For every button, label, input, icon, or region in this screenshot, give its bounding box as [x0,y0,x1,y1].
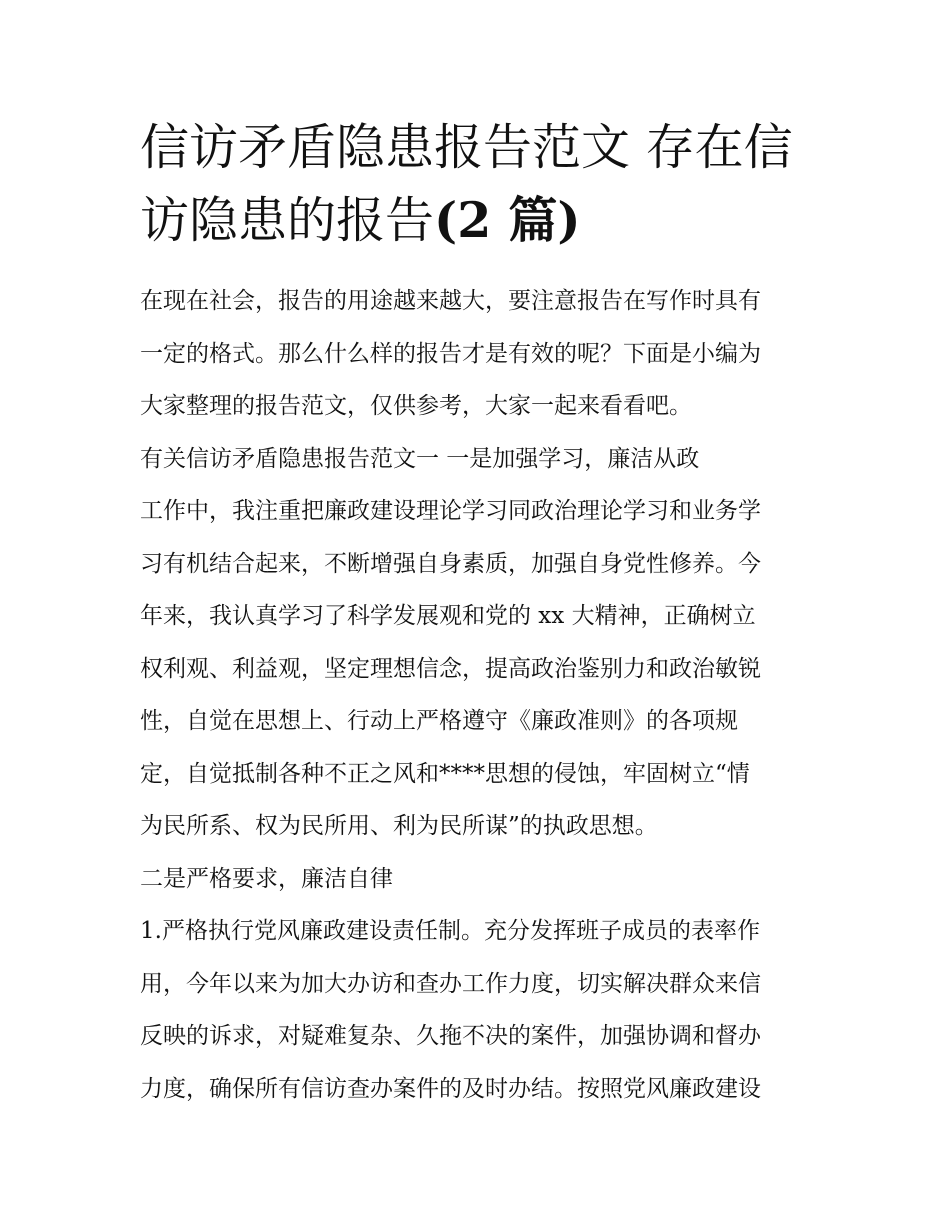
title-line-2-count: (2 篇) [434,191,581,249]
body-line: 二是严格要求，廉洁自律 [140,865,393,892]
title-line-1: 信访矛盾隐患报告范文 存在信 [140,119,793,176]
body-line: 反映的诉求，对疑难复杂、久拖不决的案件，加强协调和督办 [140,1023,761,1049]
title-line-2 [140,184,812,257]
body-line: 有关信访矛盾隐患报告范文一 一是加强学习，廉洁从政 [140,445,700,472]
body-line: 在现在社会，报告的用途越来越大，要注意报告在写作时具有 [140,288,761,314]
body-line: 工作中，我注重把廉政建设理论学习同政治理论学习和业务学 [140,498,761,524]
body-line: 为民所系、权为民所用、利为民所谋”的执政思想。 [140,813,658,839]
document-body [140,275,812,1115]
body-line: 权利观、利益观，坚定理想信念，提高政治鉴别力和政治敏锐 [140,655,761,682]
document-content [140,112,812,1115]
body-line: 年来，我认真学习了科学发展观和党的 xx 大精神，正确树立 [140,603,756,629]
body-line: 1.严格执行党风廉政建设责任制。充分发挥班子成员的表率作 [140,918,760,944]
body-line: 定，自觉抵制各种不正之风和****思想的侵蚀，牢固树立“情 [140,760,750,787]
body-line: 习有机结合起来，不断增强自身素质，加强自身党性修养。今 [140,550,761,577]
document-title [140,112,812,257]
title-line-2-text: 访隐患的报告 [140,192,435,249]
body-line: 性，自觉在思想上、行动上严格遵守《廉政准则》的各项规 [140,708,738,734]
body-line: 用，今年以来为加大办访和查办工作力度，切实解决群众来信 [140,970,761,997]
body-line: 力度，确保所有信访查办案件的及时办结。按照党风廉政建设 [140,1075,761,1102]
body-line: 一定的格式。那么什么样的报告才是有效的呢？下面是小编为 [140,340,761,367]
body-line: 大家整理的报告范文，仅供参考，大家一起来看看吧。 [140,393,692,419]
